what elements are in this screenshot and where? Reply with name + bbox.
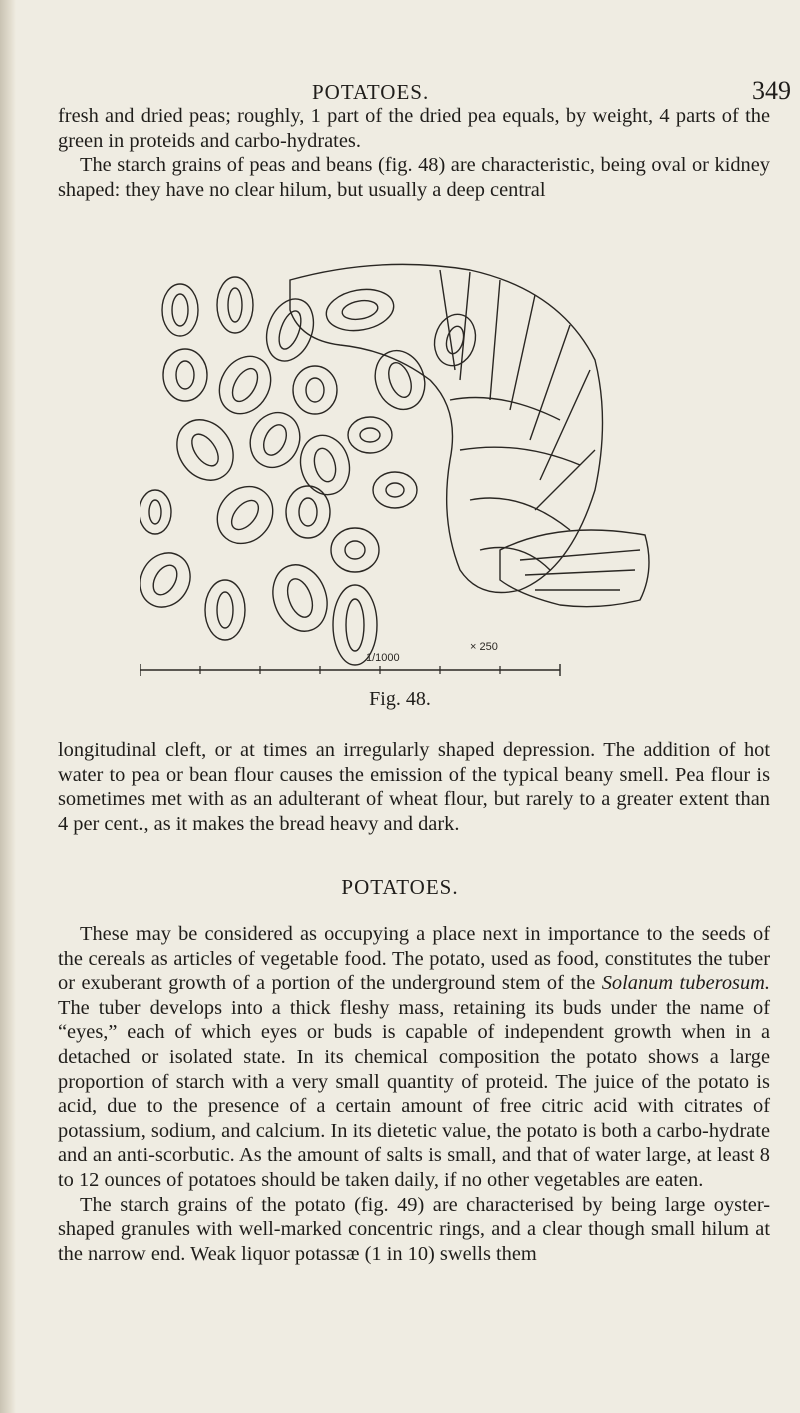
scale-fraction-label: 1/1000 bbox=[366, 652, 400, 664]
magnification-label: × 250 bbox=[470, 641, 498, 653]
running-title: POTATOES. bbox=[312, 80, 430, 104]
figure-caption: Fig. 48. bbox=[369, 688, 431, 710]
paragraph-cleft: longitudinal cleft, or at times an irregularly shaped depression. The addition of hot water to pea or bean flour causes the emission of the typical beany smell. Pea flour is sometimes met with as an adulterant of wheat flour, but rarely to a greater extent than 4 per cent., as it makes the bread heavy and dark. bbox=[58, 739, 770, 835]
page-number: 349 bbox=[752, 76, 791, 105]
potatoes-text bbox=[58, 922, 770, 1266]
intro-text bbox=[58, 104, 770, 202]
section-heading-potatoes: POTATOES. bbox=[341, 875, 459, 899]
after-figure-text bbox=[58, 738, 770, 836]
running-head bbox=[0, 76, 800, 106]
paragraph-potatoes-intro bbox=[58, 922, 770, 1193]
paragraph-potato-starch: The starch grains of the potato (fig. 49) are characterised by being large oyster-shaped granules with well-marked concentric rings, and a clear though small hilum at the narrow end. Weak liquor potassæ (1 in 10) swells them bbox=[58, 1193, 770, 1265]
p1-text-start: These may be considered as occupying a place next in importance to the seeds of the cereals as articles of vegetable food. The potato, used as food, constitutes the tuber or exuberant growth of a portion of the underground stem of the bbox=[58, 923, 770, 995]
species-name: Solanum tuberosum. bbox=[601, 972, 770, 995]
starch-grains-drawing bbox=[140, 250, 660, 680]
figure-48-starch-grains-illustration bbox=[140, 250, 660, 680]
intro-paragraph-continued: fresh and dried peas; roughly, 1 part of the dried pea equals, by weight, 4 parts of the green in proteids and carbo-hydrates. bbox=[58, 105, 770, 152]
intro-paragraph-starch-grains: The starch grains of peas and beans (fig. 48) are characteristic, being oval or kidney shaped: they have no clear hilum, but usually a deep central bbox=[58, 154, 770, 201]
scale-bar bbox=[140, 664, 560, 676]
p1-text-end: The tuber develops into a thick fleshy mass, retaining its buds under the name of “eyes,” each of which eyes or buds is capable of independent growth when in a detached or isolated state. In its chemical composition the potato shows a large proportion of starch with a very small quantity of proteid. The juice of the potato is acid, due to the presence of a certain amount of free citric acid with citrates of potassium, sodium, and calcium. In its dietetic value, the potato is both a carbo-hydrate and an anti-scorbutic. As the amount of salts is small, and that of water large, at least 8 to 12 ounces of potatoes should be taken daily, if no other vegetables are eaten. bbox=[58, 996, 770, 1191]
